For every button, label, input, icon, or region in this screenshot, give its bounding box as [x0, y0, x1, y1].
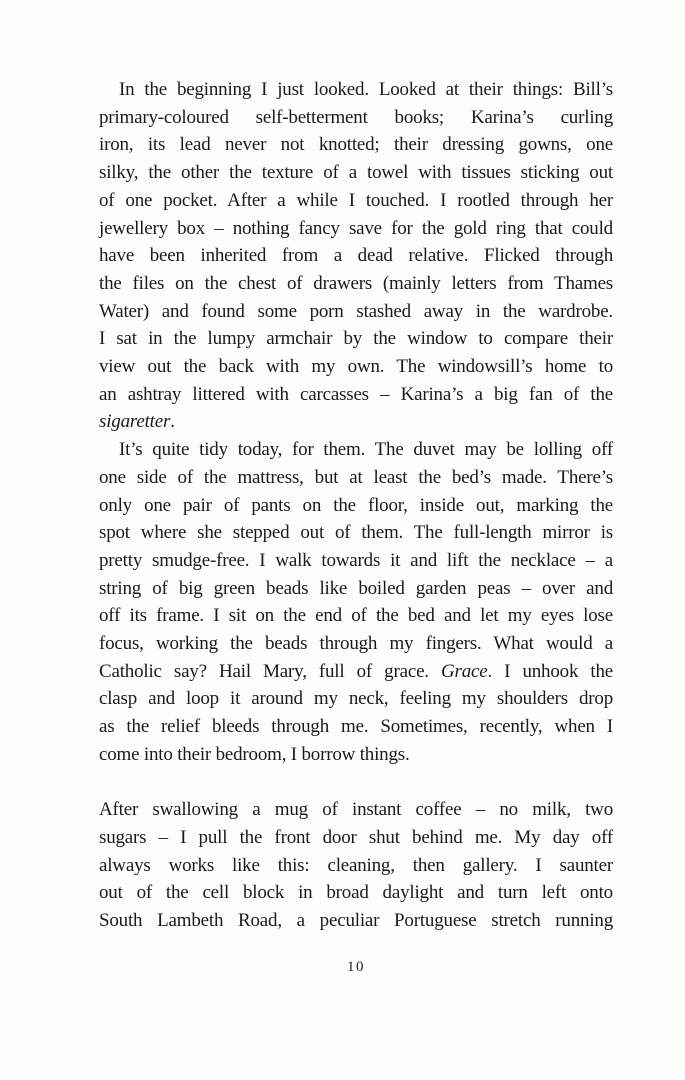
text-line	[99, 104, 613, 132]
text-segment: iron, its lead never not knotted; their dressing gowns, one	[99, 134, 613, 156]
text-segment: jewellery box – nothing fancy save for the gold ring that could	[99, 217, 613, 239]
text-line	[99, 325, 613, 353]
text-line	[99, 658, 613, 686]
text-segment: off its frame. I sit on the end of the bed and let my eyes lose	[99, 605, 613, 627]
text-line	[99, 685, 613, 713]
paragraph	[99, 436, 613, 768]
text-line	[99, 575, 613, 603]
text-segment: focus, working the beads through my fingers. What would a	[99, 633, 613, 655]
text-line	[99, 492, 613, 520]
text-segment: .	[170, 411, 175, 433]
text-line	[99, 436, 613, 464]
text-segment: I sat in the lumpy armchair by the window to compare their	[99, 328, 613, 350]
text-segment: South Lambeth Road, a peculiar Portuguese stretch running	[99, 910, 613, 932]
text-segment: of one pocket. After a while I touched. I rootled through her	[99, 189, 613, 211]
text-line	[99, 602, 613, 630]
text-line	[99, 879, 613, 907]
page-number: 10	[347, 959, 365, 975]
text-segment: out of the cell block in broad daylight and turn left onto	[99, 882, 613, 904]
text-segment: come into their bedroom, I borrow things.	[99, 743, 410, 765]
text-segment: Water) and found some porn stashed away in the wardrobe.	[99, 300, 613, 322]
text-segment: In the beginning I just looked. Looked at their things: Bill’s	[119, 79, 613, 100]
paragraph	[99, 796, 613, 935]
text-line	[99, 824, 613, 852]
text-line	[99, 215, 613, 243]
text-line	[99, 547, 613, 575]
text-line	[99, 464, 613, 492]
text-segment: After swallowing a mug of instant coffee – no milk, two	[99, 799, 613, 821]
text-line	[99, 796, 613, 824]
text-segment: have been inherited from a dead relative. Flicked through	[99, 245, 613, 267]
text-line	[99, 270, 613, 298]
text-line	[99, 907, 613, 935]
text-segment: view out the back with my own. The windowsill’s home to	[99, 356, 613, 378]
text-line	[99, 159, 613, 187]
text-segment: spot where she stepped out of them. The full-length mirror is	[99, 522, 613, 544]
text-line	[99, 630, 613, 658]
text-segment: only one pair of pants on the floor, inside out, marking the	[99, 494, 613, 516]
text-line	[99, 852, 613, 880]
text-segment: sugars – I pull the front door shut behind me. My day off	[99, 826, 613, 848]
text-segment: the files on the chest of drawers (mainly letters from Thames	[99, 272, 613, 294]
text-line	[99, 713, 613, 741]
text-segment: primary-coloured self-betterment books; Karina’s curling	[99, 106, 613, 128]
text-segment: always works like this: cleaning, then gallery. I saunter	[99, 854, 613, 876]
text-segment: string of big green beads like boiled garden peas – over and	[99, 577, 613, 599]
text-line	[99, 131, 613, 159]
text-line	[99, 298, 613, 326]
italic-text: Grace	[441, 660, 488, 682]
text-line	[99, 242, 613, 270]
text-segment: one side of the mattress, but at least the bed’s made. There’s	[99, 466, 613, 488]
text-segment: as the relief bleeds through me. Sometimes, recently, when I	[99, 716, 613, 738]
text-line	[99, 741, 613, 769]
paragraph	[99, 76, 613, 436]
text-segment: . I unhook the	[487, 660, 613, 682]
text-line	[99, 519, 613, 547]
text-segment: It’s quite tidy today, for them. The duvet may be lolling off	[119, 439, 613, 461]
italic-text: sigaretter	[99, 411, 171, 433]
text-segment: clasp and loop it around my neck, feeling my shoulders drop	[99, 688, 613, 710]
text-block	[99, 76, 613, 935]
text-line	[99, 187, 613, 215]
text-line	[99, 381, 613, 409]
text-line	[99, 353, 613, 381]
text-segment: Catholic say? Hail Mary, full of grace.	[99, 660, 441, 682]
text-segment: an ashtray littered with carcasses – Karina’s a big fan of the	[99, 383, 613, 405]
text-line	[99, 408, 613, 436]
text-line	[99, 76, 613, 104]
text-segment: pretty smudge-free. I walk towards it and lift the necklace – a	[99, 549, 613, 571]
text-segment: silky, the other the texture of a towel with tissues sticking out	[99, 162, 613, 184]
